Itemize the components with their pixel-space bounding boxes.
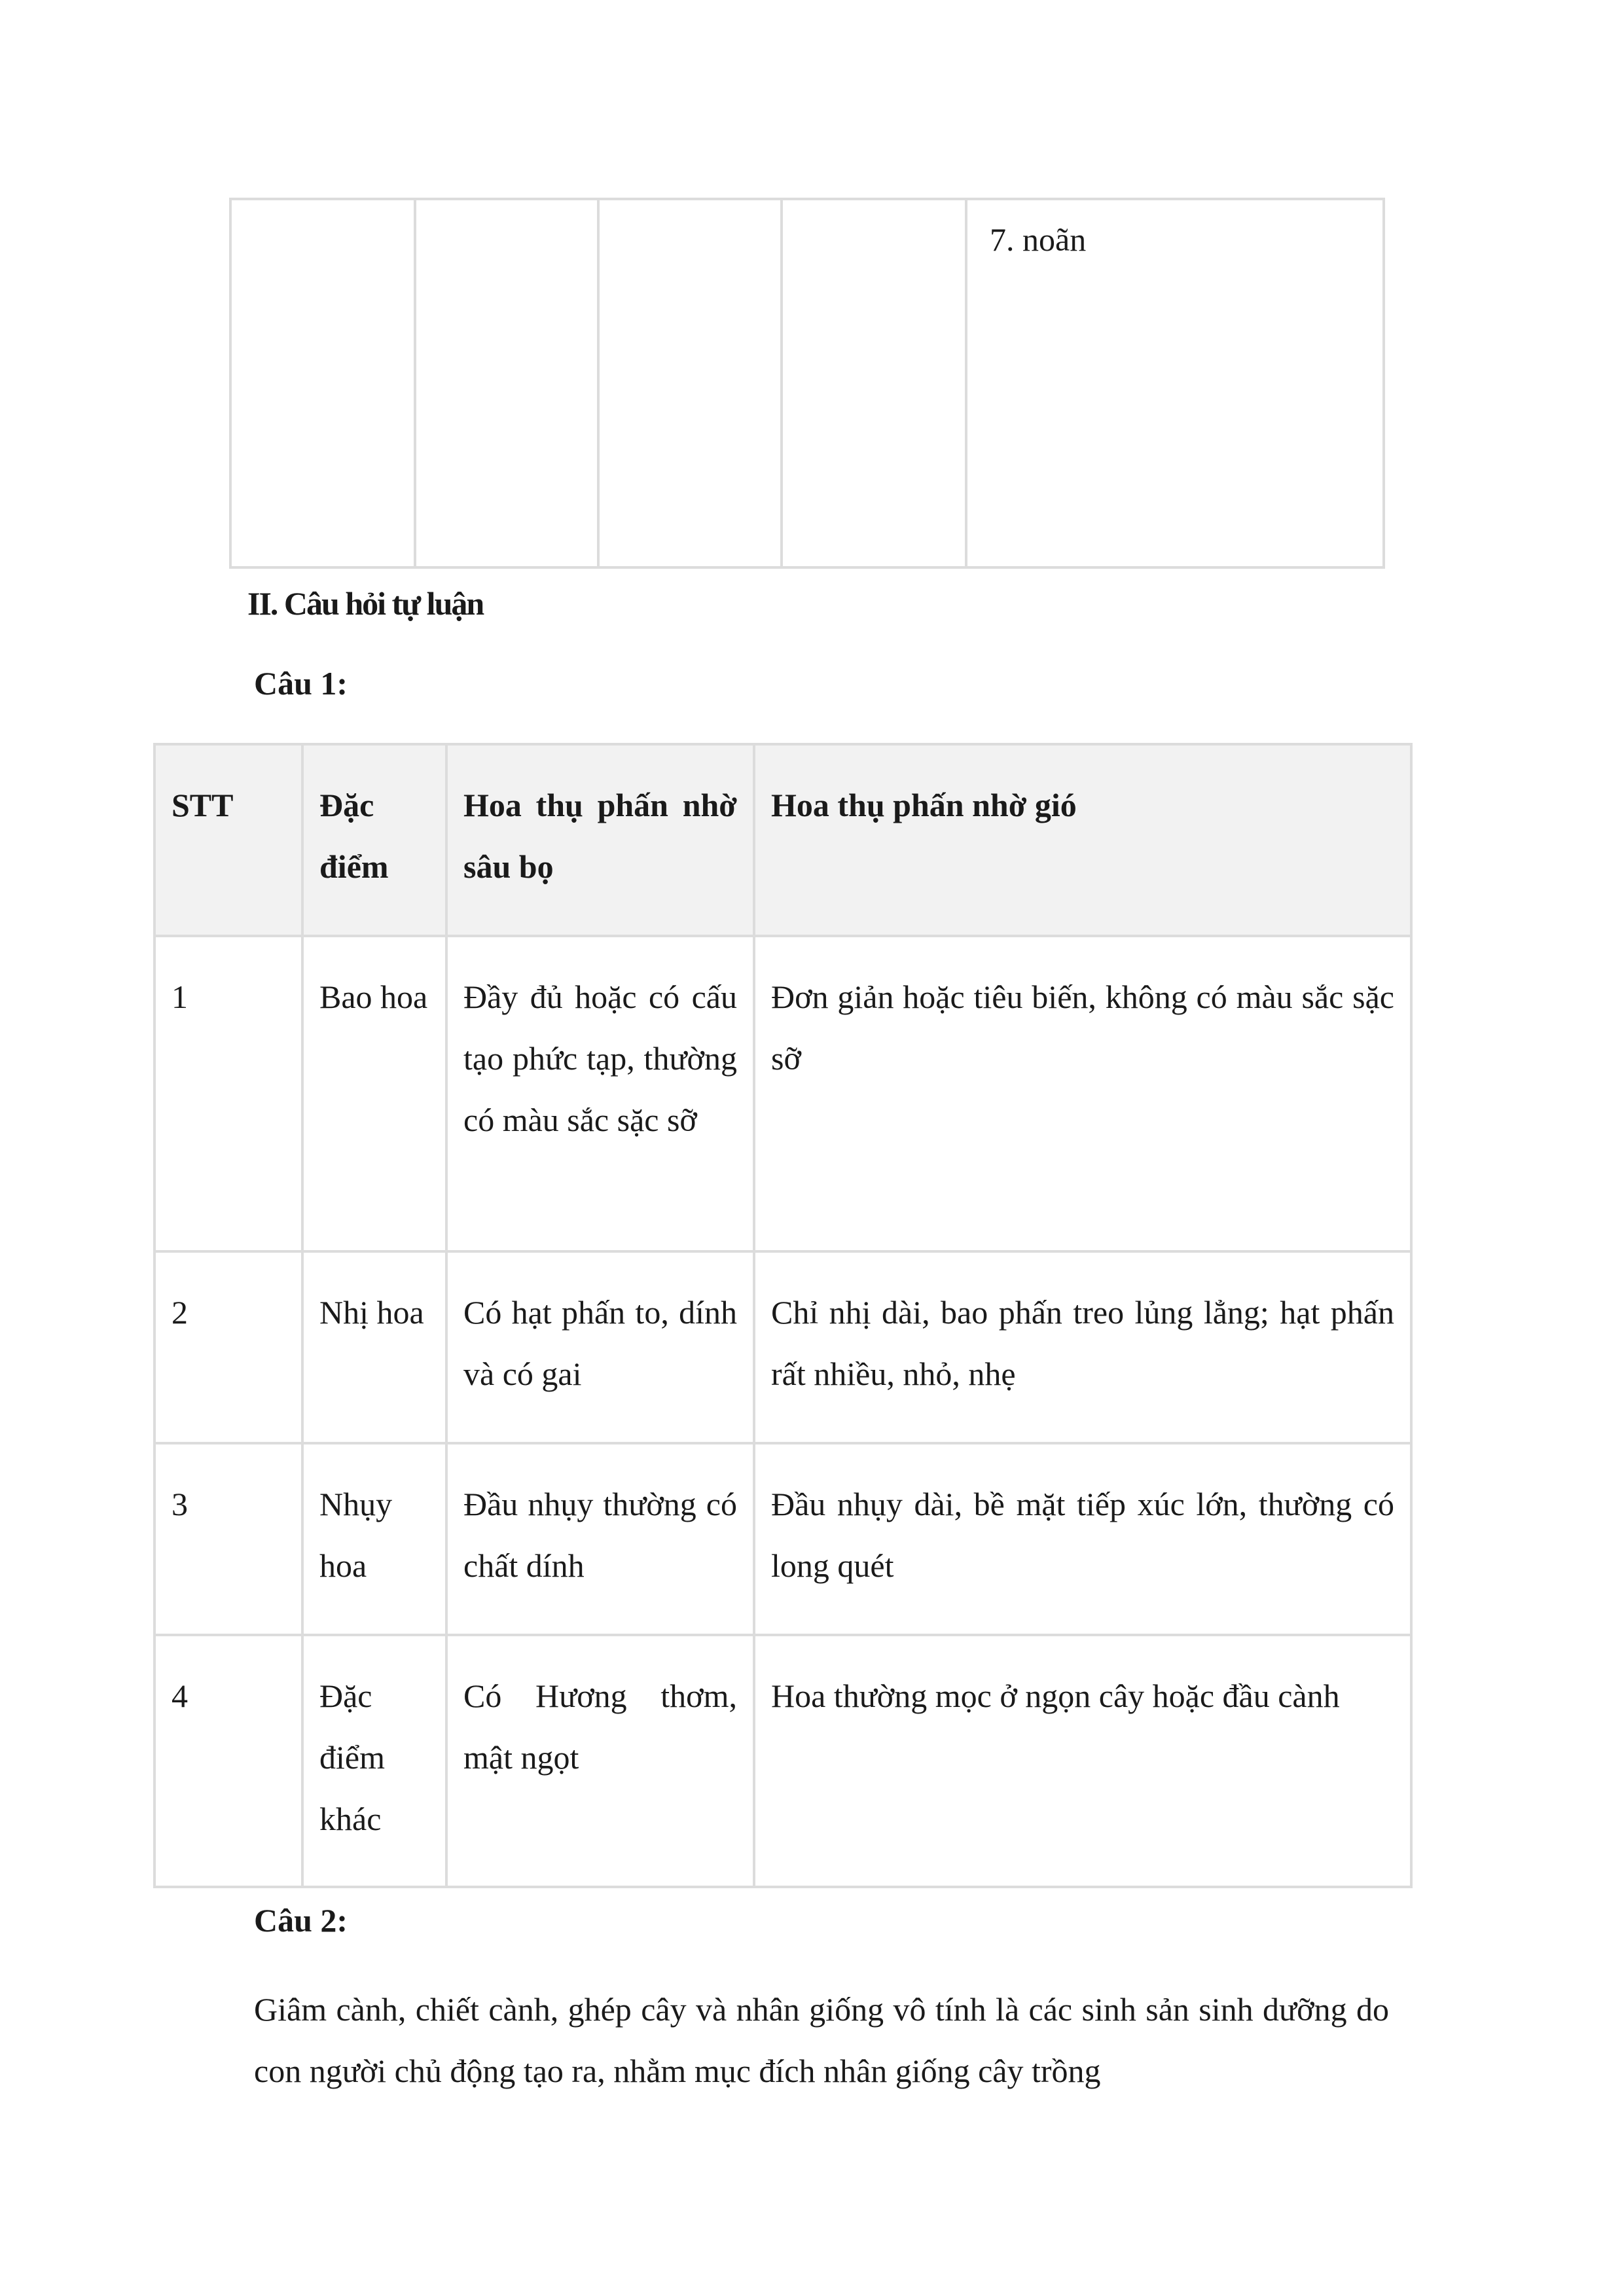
header-wind-pollinated: Hoa thụ phấn nhờ gió bbox=[754, 744, 1411, 936]
cell-wind: Hoa thường mọc ở ngọn cây hoặc đầu cành bbox=[754, 1635, 1411, 1887]
table-row bbox=[230, 199, 1384, 567]
header-insect-pollinated: Hoa thụ phấn nhờ sâu bọ bbox=[446, 744, 754, 936]
cell-feature: Nhị hoa bbox=[302, 1251, 446, 1443]
cell-insect: Đầy đủ hoặc có cấu tạo phức tạp, thường có màu sắc sặc sỡ bbox=[446, 936, 754, 1251]
table-cell bbox=[415, 199, 598, 567]
table-cell bbox=[782, 199, 966, 567]
cell-feature: Đặc điểm khác bbox=[302, 1635, 446, 1887]
cell-stt: 1 bbox=[154, 936, 302, 1251]
cell-feature: Nhụy hoa bbox=[302, 1443, 446, 1635]
cell-wind: Chỉ nhị dài, bao phấn treo lủng lẳng; hạt phấn rất nhiều, nhỏ, nhẹ bbox=[754, 1251, 1411, 1443]
section-heading: II. Câu hỏi tự luận bbox=[247, 585, 484, 622]
question-1-label: Câu 1: bbox=[254, 665, 348, 702]
table-row bbox=[154, 936, 1411, 1251]
header-stt: STT bbox=[154, 744, 302, 936]
table-cell: 7. noãn bbox=[966, 199, 1384, 567]
table-cell bbox=[230, 199, 415, 567]
question-2-answer: Giâm cành, chiết cành, ghép cây và nhân giống vô tính là các sinh sản sinh dưỡng do con người chủ động tạo ra, nhằm mục đích nhân giống cây trồng bbox=[254, 1991, 1389, 2089]
question-2-label: Câu 2: bbox=[254, 1902, 348, 1939]
cell-stt: 2 bbox=[154, 1251, 302, 1443]
cell-feature: Bao hoa bbox=[302, 936, 446, 1251]
header-feature: Đặc điểm bbox=[302, 744, 446, 936]
table-row bbox=[154, 1443, 1411, 1635]
cell-stt: 4 bbox=[154, 1635, 302, 1887]
table-header-row bbox=[154, 744, 1411, 936]
table-row bbox=[154, 1251, 1411, 1443]
cell-insect: Đầu nhụy thường có chất dính bbox=[446, 1443, 754, 1635]
cell-insect: Có hạt phấn to, dính và có gai bbox=[446, 1251, 754, 1443]
cell-wind: Đơn giản hoặc tiêu biến, không có màu sắc sặc sỡ bbox=[754, 936, 1411, 1251]
cell-insect: Có Hương thơm, mật ngọt bbox=[446, 1635, 754, 1887]
continuation-table bbox=[229, 198, 1385, 569]
comparison-table bbox=[153, 743, 1413, 1888]
table-row bbox=[154, 1635, 1411, 1887]
cell-wind: Đầu nhụy dài, bề mặt tiếp xúc lớn, thường có long quét bbox=[754, 1443, 1411, 1635]
table-cell bbox=[598, 199, 782, 567]
cell-stt: 3 bbox=[154, 1443, 302, 1635]
